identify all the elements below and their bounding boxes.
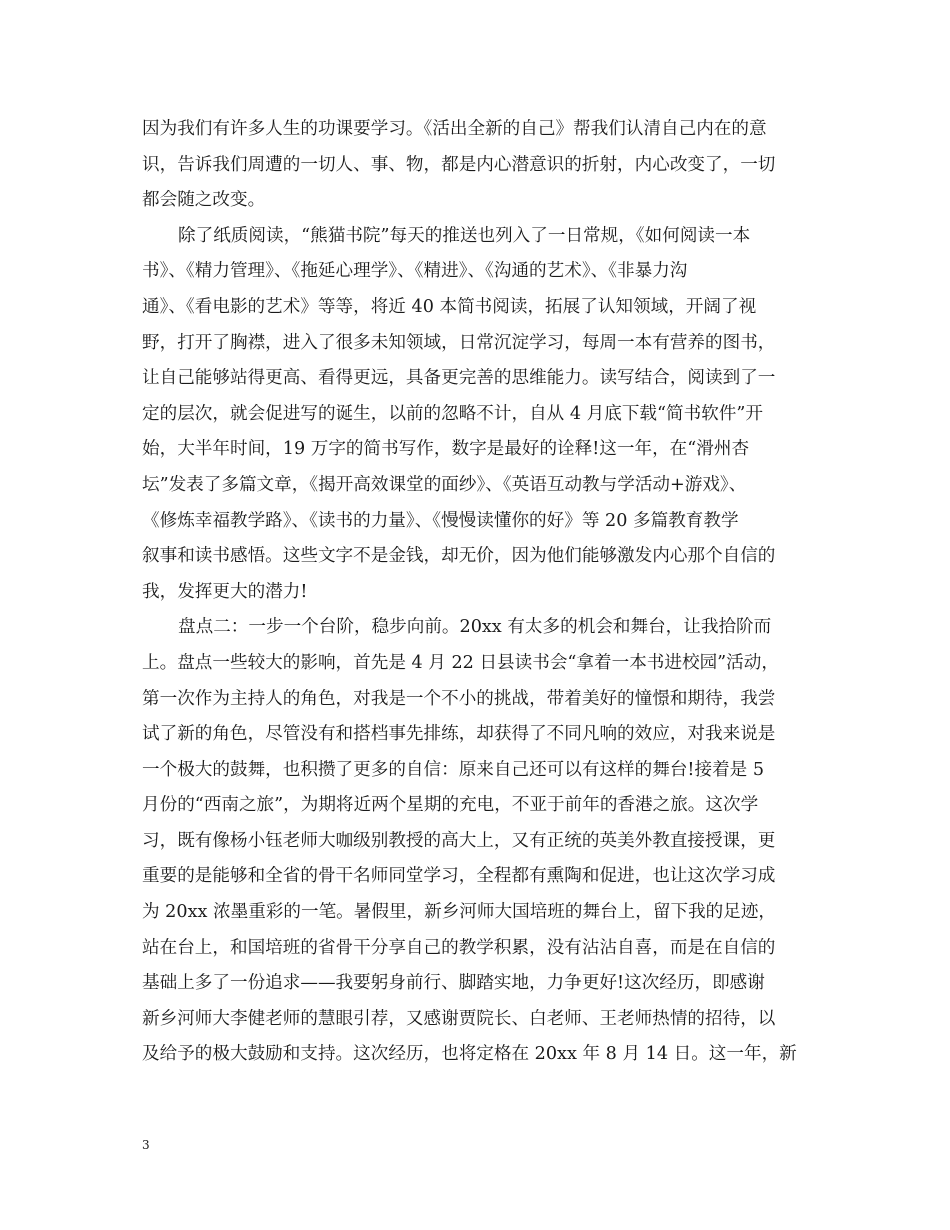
text-line: 都会随之改变。: [142, 190, 266, 211]
text-line: 基础上多了一份追求——我要躬身前行、脚踏实地，力争更好!这次经历，即感谢: [142, 973, 765, 994]
text-line: 让自己能够站得更高、看得更远，具备更完善的思维能力。读写结合，阅读到了一: [142, 368, 776, 389]
text-line: 野，打开了胸襟，进入了很多未知领域，日常沉淀学习，每周一本有营养的图书，: [142, 332, 776, 353]
text-line: 习，既有像杨小钰老师大咖级别教授的高大上，又有正统的英美外教直接授课，更: [142, 830, 776, 851]
text-line: 始，大半年时间，19 万字的简书写作，数字是最好的诠释!这一年，在“滑州杏: [142, 439, 750, 460]
text-line: 为 20xx 浓墨重彩的一笔。暑假里，新乡河师大国培班的舞台上，留下我的足迹，: [142, 902, 777, 923]
text-line: 上。盘点一些较大的影响，首先是 4 月 22 日县读书会“拿着一本书进校园”活动，: [142, 652, 779, 673]
text-line: 定的层次，就会促进写的诞生，以前的忽略不计，自从 4 月底下载“简书软件”开: [142, 403, 763, 424]
text-line: 第一次作为主持人的角色，对我是一个不小的挑战，带着美好的憧憬和期待，我尝: [142, 688, 776, 709]
text-line: 站在台上，和国培班的省骨干分享自己的教学积累，没有沾沾自喜，而是在自信的: [142, 937, 776, 958]
text-line: 新乡河师大李健老师的慧眼引荐，又感谢贾院长、白老师、王老师热情的招待，以: [142, 1008, 776, 1029]
paragraph-start-line: 盘点二：一步一个台阶，稳步向前。20xx 有太多的机会和舞台，让我拾阶而: [178, 617, 772, 638]
text-line: 坛”发表了多篇文章，《揭开高效课堂的面纱》、《英语互动教与学活动+游戏》、: [142, 474, 747, 495]
text-line: 因为我们有许多人生的功课要学习。《活出全新的自己》帮我们认清自己内在的意: [142, 119, 767, 139]
text-line: 叙事和读书感悟。这些文字不是金钱，却无价，因为他们能够激发内心那个自信的: [142, 546, 776, 567]
text-line: 通》、《看电影的艺术》等等，将近 40 本简书阅读，拓展了认知领域，开阔了视: [142, 296, 757, 317]
text-line: 月份的“西南之旅”，为期将近两个星期的充电，不亚于前年的香港之旅。这次学: [142, 795, 759, 816]
text-line: 试了新的角色，尽管没有和搭档事先排练，却获得了不同凡响的效应，对我来说是: [142, 724, 776, 745]
text-line: 书》、《精力管理》、《拖延心理学》、《精进》、《沟通的艺术》、《非暴力沟: [142, 261, 688, 282]
text-line: 一个极大的鼓舞，也积攒了更多的自信：原来自己还可以有这样的舞台!接着是 5: [142, 759, 765, 780]
text-line: 我，发挥更大的潜力!: [142, 581, 308, 602]
text-line: 《修炼幸福教学路》、《读书的力量》、《慢慢读懂你的好》等 20 多篇教育教学: [142, 510, 739, 531]
body-text: [142, 112, 826, 1073]
text-line: 及给予的极大鼓励和支持。这次经历，也将定格在 20xx 年 8 月 14 日。这一年，新: [142, 1044, 797, 1065]
page-number: 3: [142, 1138, 150, 1152]
paragraph-start-line: 除了纸质阅读，“熊猫书院”每天的推送也列入了一日常规，《如何阅读一本: [178, 225, 751, 246]
text-line: 重要的是能够和全省的骨干名师同堂学习，全程都有熏陶和促进，也让这次学习成: [142, 866, 776, 887]
text-line: 识，告诉我们周遭的一切人、事、物，都是内心潜意识的折射，内心改变了，一切: [142, 154, 776, 175]
